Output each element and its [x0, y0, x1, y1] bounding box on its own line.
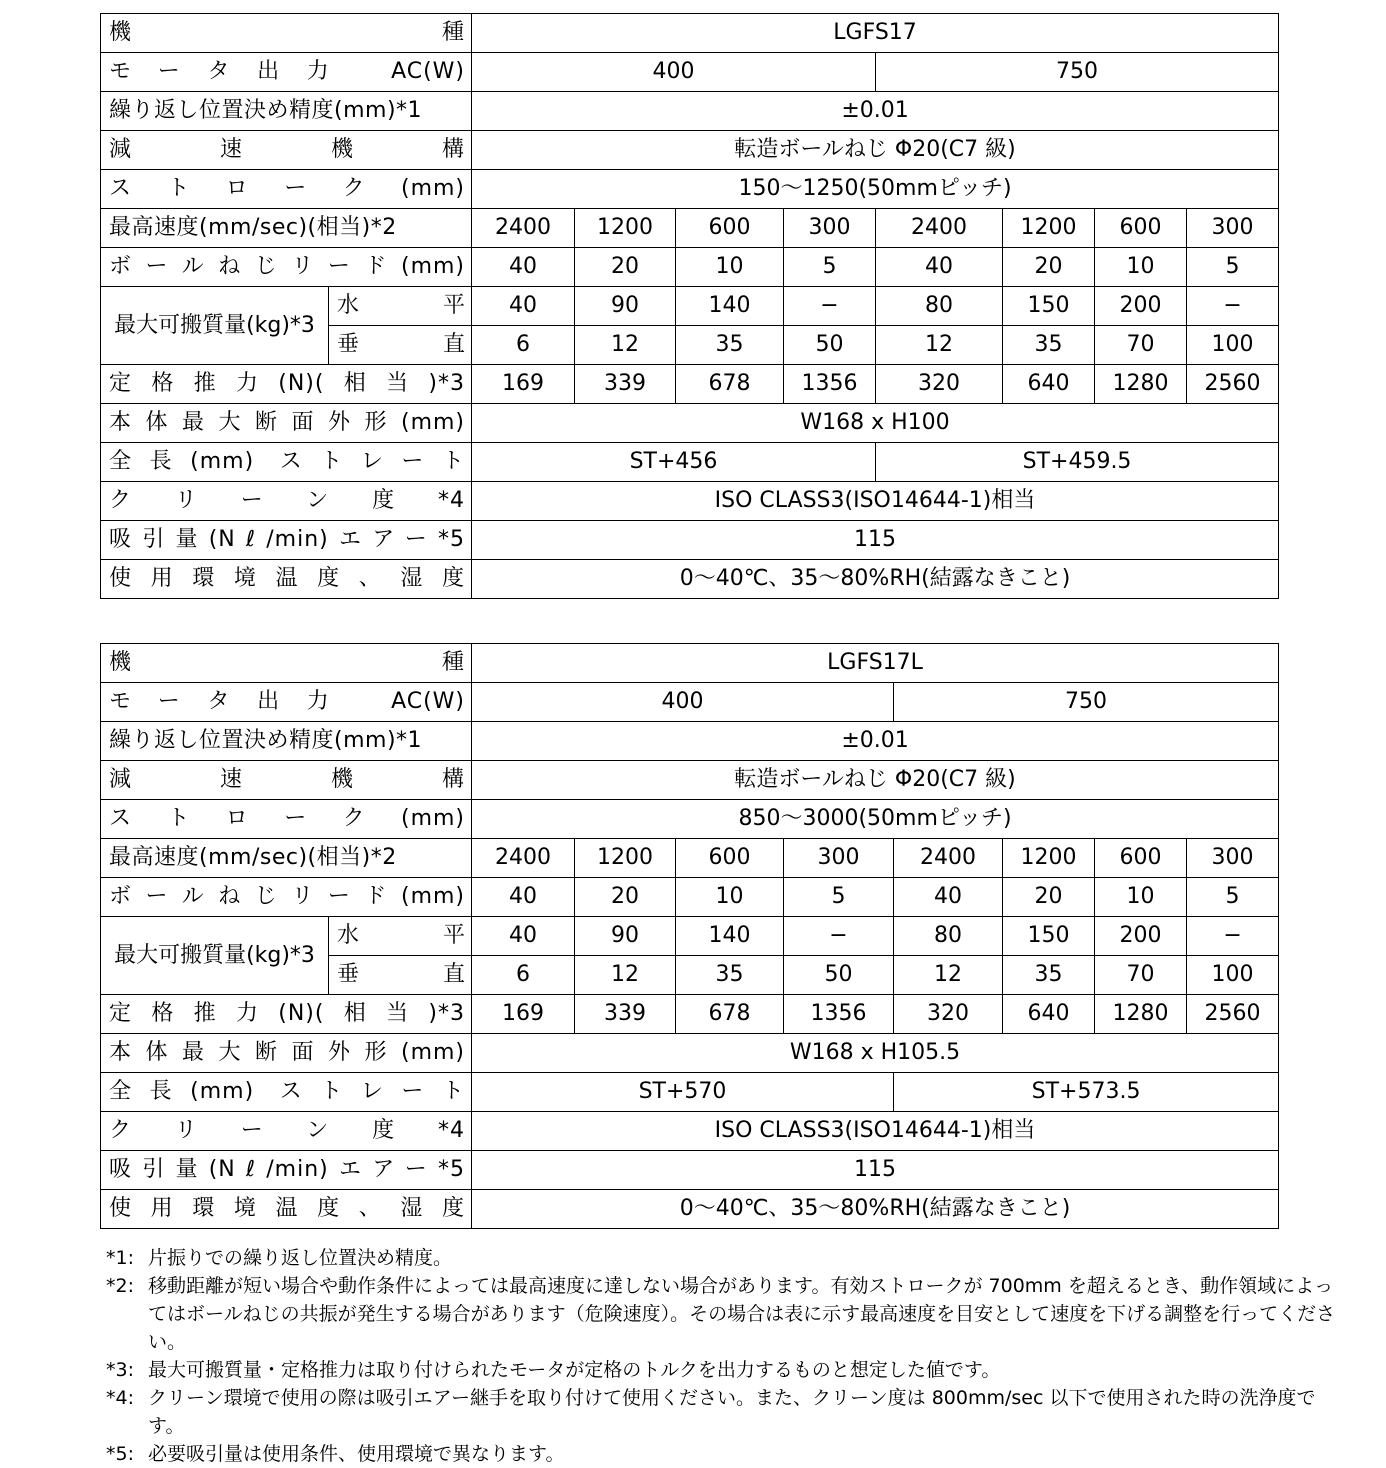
lead-cell: 20 [1003, 248, 1095, 287]
row-payload-horizontal [101, 287, 1279, 326]
speed-cell: 2400 [472, 209, 575, 248]
row-max-speed [101, 839, 1279, 878]
speed-cell: 1200 [575, 209, 676, 248]
horizontal-cell: 40 [472, 287, 575, 326]
vertical-cell: 70 [1095, 956, 1187, 995]
lead-label: ボールねじリード(mm) [101, 878, 472, 917]
footnote-key: *2: [106, 1275, 134, 1297]
section-value: W168 x H100 [472, 404, 1279, 443]
speed-cell: 600 [1095, 839, 1187, 878]
vertical-cell: 12 [894, 956, 1003, 995]
speed-cell: 1200 [575, 839, 676, 878]
thrust-label: 定格推力(N)(相当)*3 [101, 995, 472, 1034]
vertical-cell: 12 [575, 956, 676, 995]
clean-label: クリーン度*4 [101, 482, 472, 521]
footnote-text: 最大可搬質量・定格推力は取り付けられたモータが定格のトルクを出力するものと想定した値です。 [148, 1359, 1001, 1381]
clean-value: ISO CLASS3(ISO14644-1)相当 [472, 482, 1279, 521]
stroke-value: 150〜1250(50mmピッチ) [472, 170, 1279, 209]
thrust-cell: 640 [1003, 995, 1095, 1034]
vertical-cell: 6 [472, 956, 575, 995]
horizontal-cell: − [784, 287, 876, 326]
horizontal-cell: 90 [575, 917, 676, 956]
motor-value: 400 [472, 683, 894, 722]
row-payload-horizontal [101, 917, 1279, 956]
model-label: 機 種 [101, 644, 472, 683]
suction-value: 115 [472, 1151, 1279, 1190]
lead-cell: 40 [894, 878, 1003, 917]
row-motor [101, 683, 1279, 722]
length-label: 全長(mm) ストレート [101, 443, 472, 482]
suction-label: 吸引量(Nℓ/min)エアー*5 [101, 1151, 472, 1190]
motor-value: 750 [876, 53, 1279, 92]
horizontal-cell: 40 [472, 917, 575, 956]
footnote [106, 1356, 1336, 1384]
lead-cell: 20 [575, 878, 676, 917]
speed-cell: 2400 [876, 209, 1003, 248]
reducer-label: 減 速 機 構 [101, 761, 472, 800]
footnote [106, 1384, 1336, 1440]
motor-label: モータ出力 AC(W) [101, 683, 472, 722]
speed-cell: 600 [676, 209, 784, 248]
section-value: W168 x H105.5 [472, 1034, 1279, 1073]
repeatability-value: ±0.01 [472, 92, 1279, 131]
length-value: ST+573.5 [894, 1073, 1279, 1112]
motor-label: モータ出力 AC(W) [101, 53, 472, 92]
speed-cell: 300 [784, 839, 894, 878]
thrust-cell: 339 [575, 365, 676, 404]
lead-label: ボールねじリード(mm) [101, 248, 472, 287]
lead-cell: 5 [784, 878, 894, 917]
row-repeatability [101, 722, 1279, 761]
thrust-cell: 320 [894, 995, 1003, 1034]
row-thrust [101, 995, 1279, 1034]
horizontal-cell: 140 [676, 287, 784, 326]
thrust-cell: 2560 [1187, 995, 1279, 1034]
horizontal-cell: − [1187, 917, 1279, 956]
row-lead [101, 248, 1279, 287]
horizontal-cell: 200 [1095, 287, 1187, 326]
row-suction [101, 521, 1279, 560]
row-reducer [101, 131, 1279, 170]
section-label: 本体最大断面外形(mm) [101, 404, 472, 443]
lead-cell: 10 [676, 878, 784, 917]
stroke-value: 850〜3000(50mmピッチ) [472, 800, 1279, 839]
max-speed-label: 最高速度(mm/sec)(相当)*2 [101, 209, 472, 248]
spec-table-lgfs17l [100, 643, 1279, 1229]
suction-label: 吸引量(Nℓ/min)エアー*5 [101, 521, 472, 560]
horizontal-cell: 80 [876, 287, 1003, 326]
thrust-cell: 1280 [1095, 365, 1187, 404]
environment-value: 0〜40℃、35〜80%RH(結露なきこと) [472, 1190, 1279, 1229]
lead-cell: 10 [676, 248, 784, 287]
row-clean [101, 1112, 1279, 1151]
repeatability-value: ±0.01 [472, 722, 1279, 761]
lead-cell: 40 [472, 878, 575, 917]
thrust-cell: 339 [575, 995, 676, 1034]
footnotes [106, 1244, 1336, 1468]
row-motor [101, 53, 1279, 92]
vertical-cell: 12 [575, 326, 676, 365]
horizontal-cell: − [1187, 287, 1279, 326]
vertical-cell: 50 [784, 326, 876, 365]
stroke-label: ストローク(mm) [101, 800, 472, 839]
motor-value: 750 [894, 683, 1279, 722]
row-reducer [101, 761, 1279, 800]
speed-cell: 300 [1187, 209, 1279, 248]
lead-cell: 40 [472, 248, 575, 287]
row-section [101, 404, 1279, 443]
thrust-cell: 169 [472, 995, 575, 1034]
row-model [101, 644, 1279, 683]
footnote-text: 片振りでの繰り返し位置決め精度。 [148, 1247, 453, 1269]
reducer-value: 転造ボールねじ Φ20(C7 級) [472, 131, 1279, 170]
row-environment [101, 1190, 1279, 1229]
length-value: ST+570 [472, 1073, 894, 1112]
suction-value: 115 [472, 521, 1279, 560]
section-label: 本体最大断面外形(mm) [101, 1034, 472, 1073]
thrust-cell: 678 [676, 365, 784, 404]
footnote [106, 1244, 1336, 1272]
horizontal-cell: 200 [1095, 917, 1187, 956]
length-label: 全長(mm) ストレート [101, 1073, 472, 1112]
row-stroke [101, 170, 1279, 209]
lead-cell: 5 [1187, 878, 1279, 917]
row-section [101, 1034, 1279, 1073]
horizontal-cell: 80 [894, 917, 1003, 956]
row-model [101, 14, 1279, 53]
speed-cell: 600 [1095, 209, 1187, 248]
thrust-cell: 320 [876, 365, 1003, 404]
horizontal-cell: 90 [575, 287, 676, 326]
footnote-text: 必要吸引量は使用条件、使用環境で異なります。 [148, 1443, 565, 1465]
lead-cell: 5 [784, 248, 876, 287]
lead-cell: 40 [876, 248, 1003, 287]
environment-label: 使用環境温度、湿度 [101, 1190, 472, 1229]
thrust-cell: 1356 [784, 365, 876, 404]
row-thrust [101, 365, 1279, 404]
footnote-key: *5: [106, 1443, 134, 1465]
thrust-cell: 678 [676, 995, 784, 1034]
model-label: 機 種 [101, 14, 472, 53]
vertical-label: 垂直 [329, 326, 472, 365]
vertical-cell: 35 [676, 956, 784, 995]
vertical-cell: 35 [676, 326, 784, 365]
horizontal-label: 水平 [329, 917, 472, 956]
row-repeatability [101, 92, 1279, 131]
thrust-cell: 2560 [1187, 365, 1279, 404]
horizontal-cell: − [784, 917, 894, 956]
vertical-cell: 35 [1003, 326, 1095, 365]
footnote-key: *4: [106, 1387, 134, 1409]
lead-cell: 10 [1095, 878, 1187, 917]
footnote-key: *1: [106, 1247, 134, 1269]
horizontal-cell: 150 [1003, 287, 1095, 326]
model-value: LGFS17 [472, 14, 1279, 53]
vertical-cell: 6 [472, 326, 575, 365]
environment-value: 0〜40℃、35〜80%RH(結露なきこと) [472, 560, 1279, 599]
thrust-cell: 640 [1003, 365, 1095, 404]
motor-value: 400 [472, 53, 876, 92]
environment-label: 使用環境温度、湿度 [101, 560, 472, 599]
row-suction [101, 1151, 1279, 1190]
footnote-key: *3: [106, 1359, 134, 1381]
row-lead [101, 878, 1279, 917]
speed-cell: 1200 [1003, 209, 1095, 248]
vertical-cell: 70 [1095, 326, 1187, 365]
row-stroke [101, 800, 1279, 839]
max-speed-label: 最高速度(mm/sec)(相当)*2 [101, 839, 472, 878]
vertical-cell: 100 [1187, 326, 1279, 365]
footnote [106, 1440, 1336, 1468]
footnote-text: 移動距離が短い場合や動作条件によっては最高速度に達しない場合があります。有効ストロークが 700mm を超えるとき、動作領域によってはボールねじの共振が発生する場合があります（危険速度）。その場合は表に示す最高速度を目安として速度を下げる調整を行ってください。 [148, 1275, 1336, 1353]
row-length [101, 443, 1279, 482]
row-max-speed [101, 209, 1279, 248]
payload-label: 最大可搬質量(kg)*3 [101, 287, 329, 365]
lead-cell: 20 [1003, 878, 1095, 917]
reducer-label: 減 速 機 構 [101, 131, 472, 170]
model-value: LGFS17L [472, 644, 1279, 683]
clean-value: ISO CLASS3(ISO14644-1)相当 [472, 1112, 1279, 1151]
speed-cell: 300 [1187, 839, 1279, 878]
repeatability-label: 繰り返し位置決め精度(mm)*1 [101, 722, 472, 761]
vertical-label: 垂直 [329, 956, 472, 995]
horizontal-cell: 140 [676, 917, 784, 956]
thrust-cell: 169 [472, 365, 575, 404]
thrust-cell: 1280 [1095, 995, 1187, 1034]
thrust-cell: 1356 [784, 995, 894, 1034]
reducer-value: 転造ボールねじ Φ20(C7 級) [472, 761, 1279, 800]
speed-cell: 2400 [894, 839, 1003, 878]
vertical-cell: 100 [1187, 956, 1279, 995]
payload-label: 最大可搬質量(kg)*3 [101, 917, 329, 995]
horizontal-label: 水平 [329, 287, 472, 326]
speed-cell: 600 [676, 839, 784, 878]
row-clean [101, 482, 1279, 521]
speed-cell: 300 [784, 209, 876, 248]
vertical-cell: 12 [876, 326, 1003, 365]
thrust-label: 定格推力(N)(相当)*3 [101, 365, 472, 404]
vertical-cell: 50 [784, 956, 894, 995]
length-value: ST+456 [472, 443, 876, 482]
clean-label: クリーン度*4 [101, 1112, 472, 1151]
vertical-cell: 35 [1003, 956, 1095, 995]
repeatability-label: 繰り返し位置決め精度(mm)*1 [101, 92, 472, 131]
lead-cell: 5 [1187, 248, 1279, 287]
speed-cell: 2400 [472, 839, 575, 878]
speed-cell: 1200 [1003, 839, 1095, 878]
footnote-text: クリーン環境で使用の際は吸引エアー継手を取り付けて使用ください。また、クリーン度は 800mm/sec 以下で使用された時の洗浄度です。 [148, 1387, 1316, 1437]
horizontal-cell: 150 [1003, 917, 1095, 956]
lead-cell: 10 [1095, 248, 1187, 287]
row-environment [101, 560, 1279, 599]
lead-cell: 20 [575, 248, 676, 287]
row-length [101, 1073, 1279, 1112]
spec-table-lgfs17 [100, 13, 1279, 599]
footnote [106, 1272, 1336, 1356]
stroke-label: ストローク(mm) [101, 170, 472, 209]
length-value: ST+459.5 [876, 443, 1279, 482]
